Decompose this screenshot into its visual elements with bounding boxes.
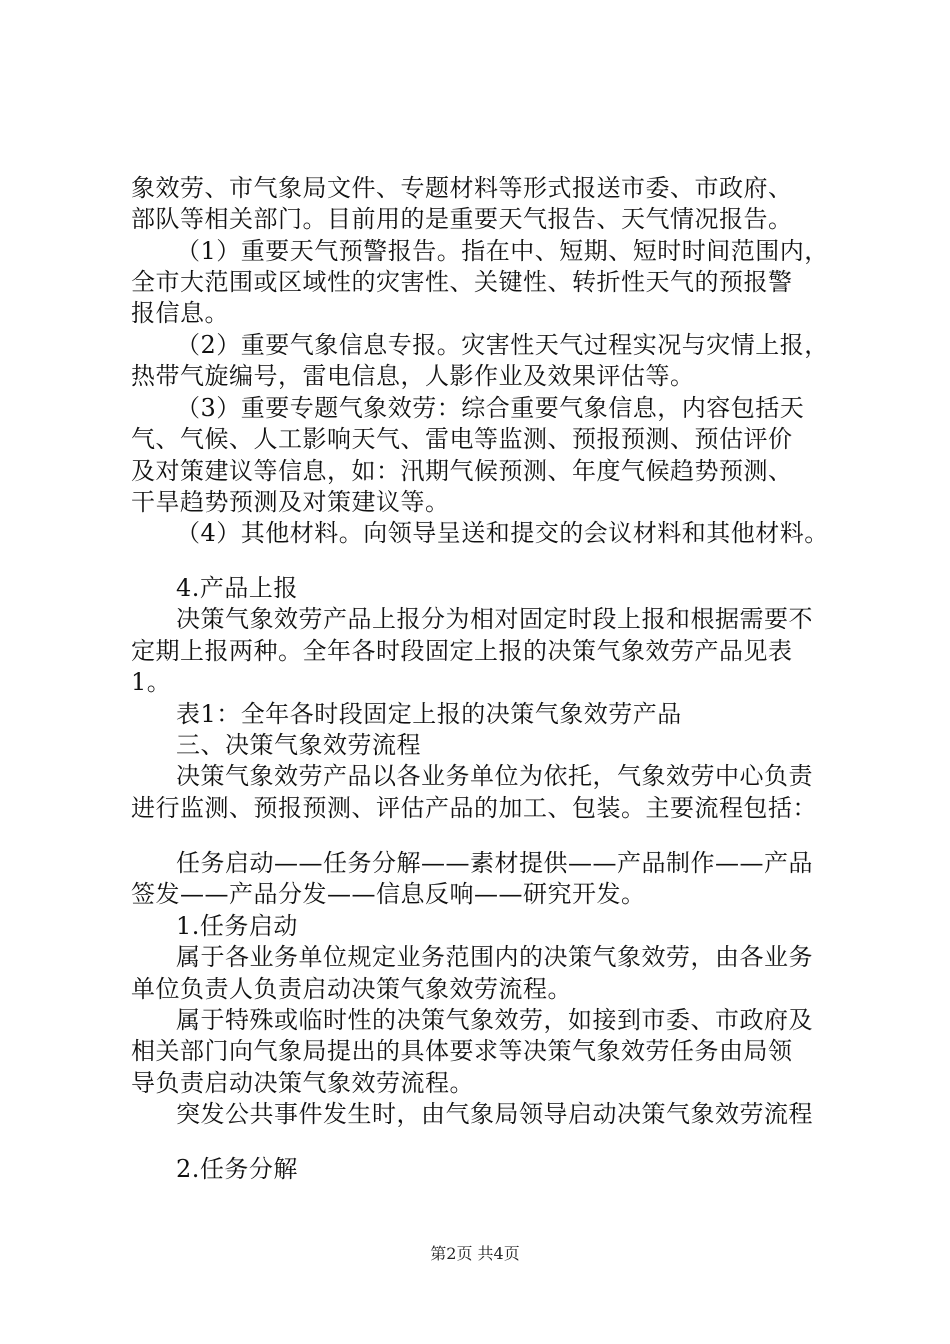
text-line: 突发公共事件发生时，由气象局领导启动决策气象效劳流程 bbox=[176, 1100, 813, 1128]
text-line: 气、气候、人工影响天气、雷电等监测、预报预测、预估评价 bbox=[131, 425, 793, 453]
text-line: 签发——产品分发——信息反响——研究开发。 bbox=[131, 880, 646, 908]
text-line: 进行监测、预报预测、评估产品的加工、包装。主要流程包括： bbox=[131, 794, 817, 822]
text-line: 任务启动——任务分解——素材提供——产品制作——产品 bbox=[176, 849, 813, 877]
text-line: （4）其他材料。向领导呈送和提交的会议材料和其他材料。 bbox=[176, 519, 829, 547]
section-heading: 4.产品上报 bbox=[176, 574, 298, 602]
text-line: 部队等相关部门。目前用的是重要天气报告、天气情况报告。 bbox=[131, 205, 793, 233]
text-line: 决策气象效劳产品以各业务单位为依托，气象效劳中心负责 bbox=[176, 762, 813, 790]
text-line: 导负责启动决策气象效劳流程。 bbox=[131, 1069, 474, 1097]
text-line: 及对策建议等信息，如：汛期气候预测、年度气候趋势预测、 bbox=[131, 457, 793, 485]
text-line: 干旱趋势预测及对策建议等。 bbox=[131, 488, 450, 516]
text-line: （1）重要天气预警报告。指在中、短期、短时时间范围内， bbox=[176, 237, 829, 265]
text-line: 全市大范围或区域性的灾害性、关键性、转折性天气的预报警 bbox=[131, 268, 793, 296]
text-line: （3）重要专题气象效劳：综合重要气象信息，内容包括天 bbox=[176, 394, 805, 422]
text-line: （2）重要气象信息专报。灾害性天气过程实况与灾情上报， bbox=[176, 331, 829, 359]
text-line: 1。 bbox=[131, 668, 172, 696]
text-line: 热带气旋编号，雷电信息，人影作业及效果评估等。 bbox=[131, 362, 695, 390]
text-line: 报信息。 bbox=[131, 299, 229, 327]
text-line: 属于特殊或临时性的决策气象效劳，如接到市委、市政府及 bbox=[176, 1006, 813, 1034]
text-line: 相关部门向气象局提出的具体要求等决策气象效劳任务由局领 bbox=[131, 1037, 793, 1065]
text-line: 决策气象效劳产品上报分为相对固定时段上报和根据需要不 bbox=[176, 605, 813, 633]
text-line: 定期上报两种。全年各时段固定上报的决策气象效劳产品见表 bbox=[131, 637, 793, 665]
page-number-footer: 第2页 共4页 bbox=[430, 1244, 520, 1263]
text-line: 象效劳、市气象局文件、专题材料等形式报送市委、市政府、 bbox=[131, 174, 793, 202]
text-line: 单位负责人负责启动决策气象效劳流程。 bbox=[131, 975, 572, 1003]
section-heading: 1.任务启动 bbox=[176, 912, 298, 940]
table-caption: 表1：全年各时段固定上报的决策气象效劳产品 bbox=[176, 700, 682, 728]
section-heading: 三、决策气象效劳流程 bbox=[176, 731, 421, 759]
section-heading: 2.任务分解 bbox=[176, 1155, 298, 1183]
text-line: 属于各业务单位规定业务范围内的决策气象效劳，由各业务 bbox=[176, 943, 813, 971]
